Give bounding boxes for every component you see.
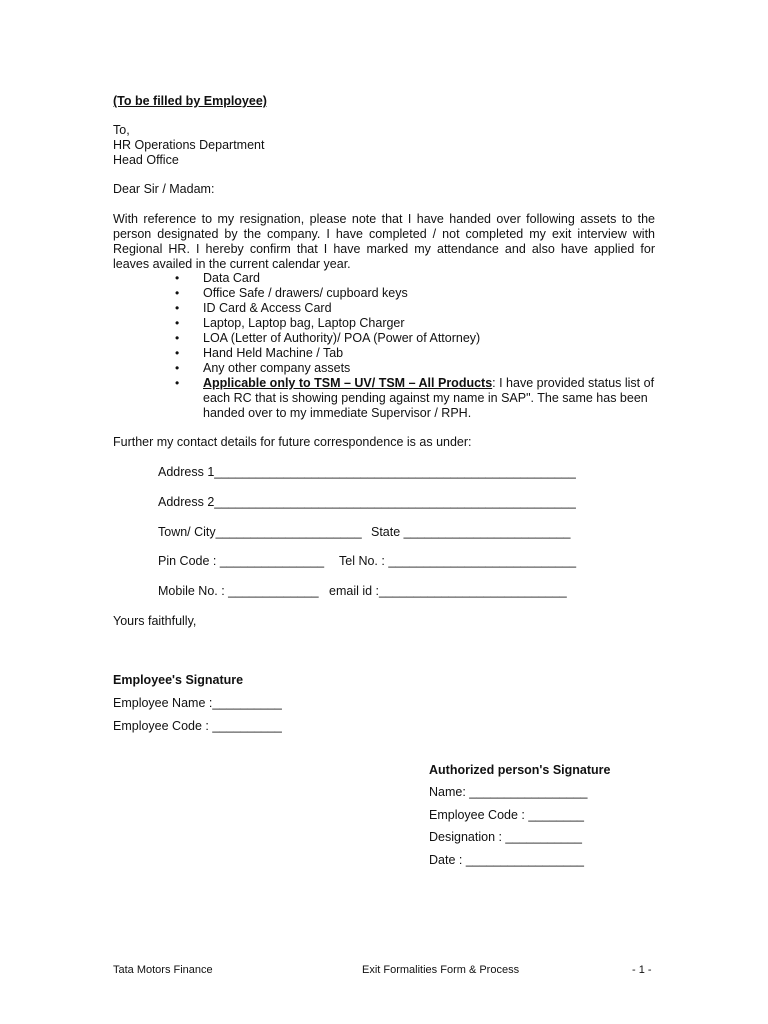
authorized-employee-code-field[interactable]: Employee Code : ________ (429, 808, 584, 822)
authorized-name-field[interactable]: Name: _________________ (429, 785, 588, 799)
bullet-icon: • (175, 316, 180, 330)
asset-list-item: • LOA (Letter of Authority)/ POA (Power of Attorney) (175, 331, 481, 345)
tel-field[interactable]: Tel No. : ___________________________ (339, 554, 577, 568)
employee-name-field[interactable]: Employee Name :__________ (113, 696, 282, 710)
asset-list-item: • Data Card (175, 271, 260, 285)
special-item-text: : I have provided status list of each RC that is showing pending against my name in SAP". The same has been handed over to my immediate Supervisor / RPH. (203, 376, 655, 420)
state-field[interactable]: State ________________________ (371, 525, 571, 539)
bullet-icon: • (175, 286, 180, 300)
footer-page-number: - 1 - (632, 964, 652, 976)
address-line-to: To, (113, 123, 130, 137)
asset-list-item: • Any other company assets (175, 361, 351, 375)
authorized-designation-field[interactable]: Designation : ___________ (429, 830, 582, 844)
email-field[interactable]: email id :___________________________ (329, 584, 567, 598)
closing-text: Yours faithfully, (113, 614, 197, 628)
asset-list-item: • Office Safe / drawers/ cupboard keys (175, 286, 408, 300)
footer-title: Exit Formalities Form & Process (362, 964, 520, 976)
bullet-icon: • (175, 271, 180, 285)
footer-company: Tata Motors Finance (113, 964, 213, 976)
authorized-signature-label: Authorized person's Signature (429, 763, 611, 777)
contact-intro: Further my contact details for future correspondence is as under: (113, 435, 472, 449)
form-heading: (To be filled by Employee) (113, 94, 267, 108)
special-item-label: Applicable only to TSM – UV/ TSM – All Products (203, 376, 493, 390)
mobile-field[interactable]: Mobile No. : _____________ (158, 584, 319, 598)
address-line-department: HR Operations Department (113, 138, 265, 152)
address-line-office: Head Office (113, 153, 179, 167)
employee-signature-label: Employee's Signature (113, 673, 244, 687)
bullet-icon: • (175, 331, 180, 345)
asset-list-item-special (175, 376, 655, 421)
address2-field[interactable]: Address 2____________________________________________________ (158, 495, 576, 509)
recipient-address (113, 123, 264, 168)
asset-list (175, 271, 655, 421)
town-field[interactable]: Town/ City_____________________ (158, 525, 362, 539)
bullet-icon: • (175, 301, 180, 315)
bullet-icon: • (175, 361, 180, 375)
employee-code-field[interactable]: Employee Code : __________ (113, 719, 282, 733)
authorized-date-field[interactable]: Date : _________________ (429, 853, 585, 867)
salutation: Dear Sir / Madam: (113, 182, 215, 196)
asset-list-item: • Laptop, Laptop bag, Laptop Charger (175, 316, 405, 330)
address1-field[interactable]: Address 1____________________________________________________ (158, 465, 576, 479)
pin-code-field[interactable]: Pin Code : _______________ (158, 554, 325, 568)
asset-list-item: • Hand Held Machine / Tab (175, 346, 344, 360)
asset-list-item: • ID Card & Access Card (175, 301, 332, 315)
bullet-icon: • (175, 346, 180, 360)
intro-paragraph: With reference to my resignation, please note that I have handed over following assets to the person designated by the company. I have completed / not completed my exit interview with Regional HR. I hereby confirm that I have marked my attendance and also have applied for leaves availed in the current calendar year. (113, 212, 655, 271)
bullet-icon: • (175, 376, 180, 390)
